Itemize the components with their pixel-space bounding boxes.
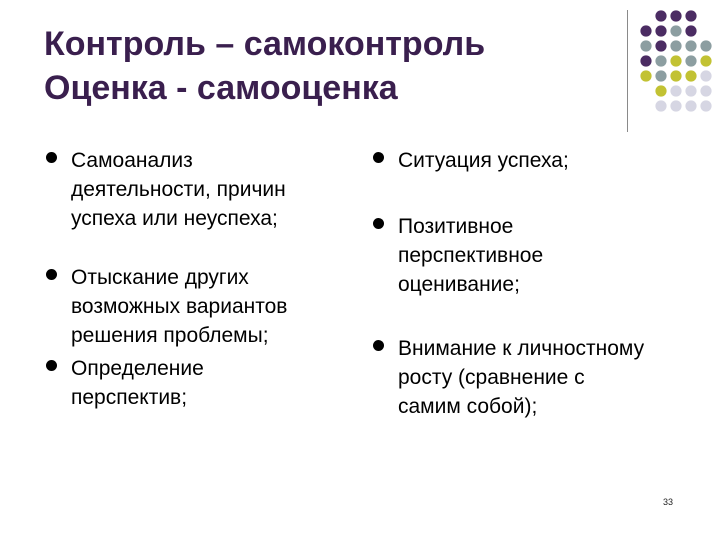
bullet-icon xyxy=(373,218,384,229)
decorative-dot xyxy=(655,10,666,21)
list-item xyxy=(44,354,354,412)
title-line-1: Контроль – самоконтроль xyxy=(44,25,486,63)
decorative-dot xyxy=(640,25,651,36)
bullet-icon xyxy=(46,360,57,371)
list-item xyxy=(371,334,671,421)
decorative-dot xyxy=(685,10,696,21)
decorative-dot xyxy=(670,25,681,36)
decorative-dot xyxy=(700,70,711,81)
bullet-icon xyxy=(46,152,57,163)
title-line-2: Оценка - самооценка xyxy=(44,69,398,107)
left-bullet-list xyxy=(44,146,354,412)
right-bullet-list xyxy=(371,146,671,421)
list-item xyxy=(44,146,354,233)
decorative-dot xyxy=(670,10,681,21)
decorative-dot xyxy=(685,100,696,111)
list-item-text: Позитивное перспективное оценивание; xyxy=(398,215,544,296)
decorative-dot xyxy=(700,100,711,111)
decorative-dot xyxy=(655,40,666,51)
decorative-dot xyxy=(700,85,711,96)
bullet-icon xyxy=(373,340,384,351)
decorative-dot xyxy=(640,40,651,51)
decorative-dot xyxy=(640,70,651,81)
list-item xyxy=(371,212,671,299)
list-item-text: Определение перспектив; xyxy=(71,357,204,409)
decorative-dot xyxy=(670,85,681,96)
list-item xyxy=(371,146,671,175)
list-item-text: Внимание к личностному росту (сравнение с самим собой); xyxy=(398,337,645,418)
decorative-dot xyxy=(700,40,711,51)
decorative-dot xyxy=(655,55,666,66)
list-item-text: Ситуация успеха; xyxy=(398,149,569,172)
bullet-icon xyxy=(373,152,384,163)
decorative-dot xyxy=(685,55,696,66)
decorative-dot xyxy=(685,85,696,96)
decorative-dot xyxy=(670,40,681,51)
decorative-dot xyxy=(655,25,666,36)
decorative-dot xyxy=(670,55,681,66)
decorative-dot xyxy=(670,100,681,111)
decorative-dot xyxy=(640,55,651,66)
page-number: 33 xyxy=(663,497,674,507)
list-item-text: Отыскание других возможных вариантов решения проблемы; xyxy=(71,266,288,347)
decorative-dot xyxy=(670,70,681,81)
slide-title xyxy=(44,22,485,110)
decorative-dot xyxy=(700,55,711,66)
decorative-dot xyxy=(685,40,696,51)
decorative-dot xyxy=(685,70,696,81)
decorative-divider-line xyxy=(627,10,628,132)
decorative-dot xyxy=(655,100,666,111)
decorative-dot xyxy=(685,25,696,36)
decorative-dot xyxy=(655,70,666,81)
bullet-icon xyxy=(46,269,57,280)
list-item-text: Самоанализ деятельности, причин успеха или неуспеха; xyxy=(71,149,286,230)
list-item xyxy=(44,263,354,350)
decorative-dot xyxy=(655,85,666,96)
